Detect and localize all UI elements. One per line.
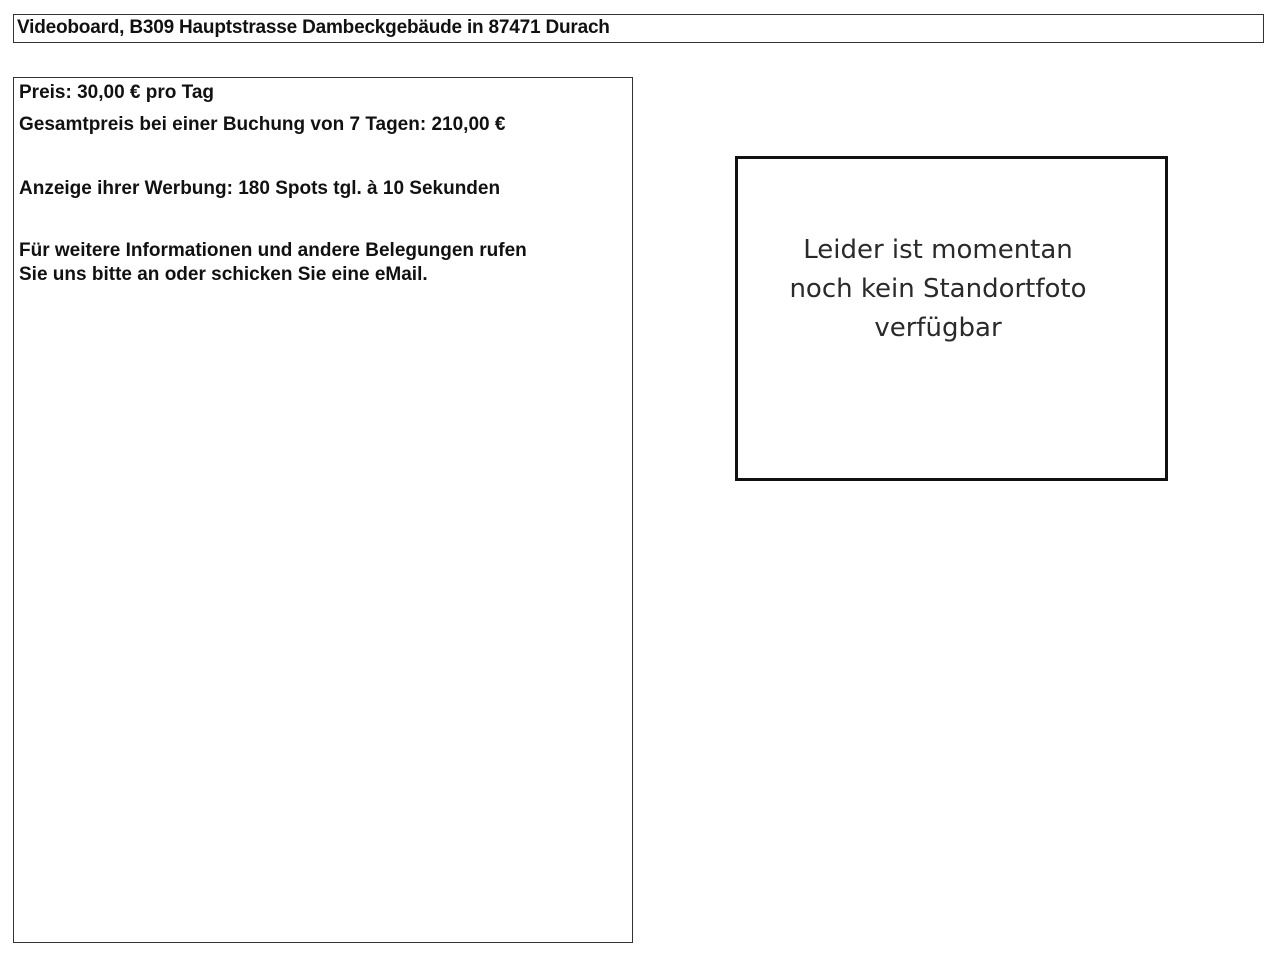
contact-info-line-1: Für weitere Informationen und andere Belegungen rufen bbox=[19, 240, 527, 261]
info-panel bbox=[13, 77, 633, 943]
ad-spots-info: Anzeige ihrer Werbung: 180 Spots tgl. à 10 Sekunden bbox=[19, 178, 501, 199]
page-title-text: Videoboard, B309 Hauptstrasse Dambeckgebäude in 87471 Durach bbox=[17, 17, 610, 38]
photo-placeholder-line-1: Leider ist momentan bbox=[803, 235, 1073, 265]
contact-info-line-2: Sie uns bitte an oder schicken Sie eine eMail. bbox=[19, 264, 428, 285]
total-price: Gesamtpreis bei einer Buchung von 7 Tagen: 210,00 € bbox=[19, 114, 506, 135]
contact-info bbox=[19, 239, 609, 287]
page-title bbox=[13, 14, 1264, 43]
location-photo-placeholder bbox=[735, 156, 1168, 481]
price-per-day: Preis: 30,00 € pro Tag bbox=[19, 82, 215, 103]
photo-placeholder-text bbox=[738, 231, 1138, 348]
photo-placeholder-line-2: noch kein Standortfoto bbox=[789, 274, 1087, 304]
photo-placeholder-line-3: verfügbar bbox=[874, 313, 1002, 343]
